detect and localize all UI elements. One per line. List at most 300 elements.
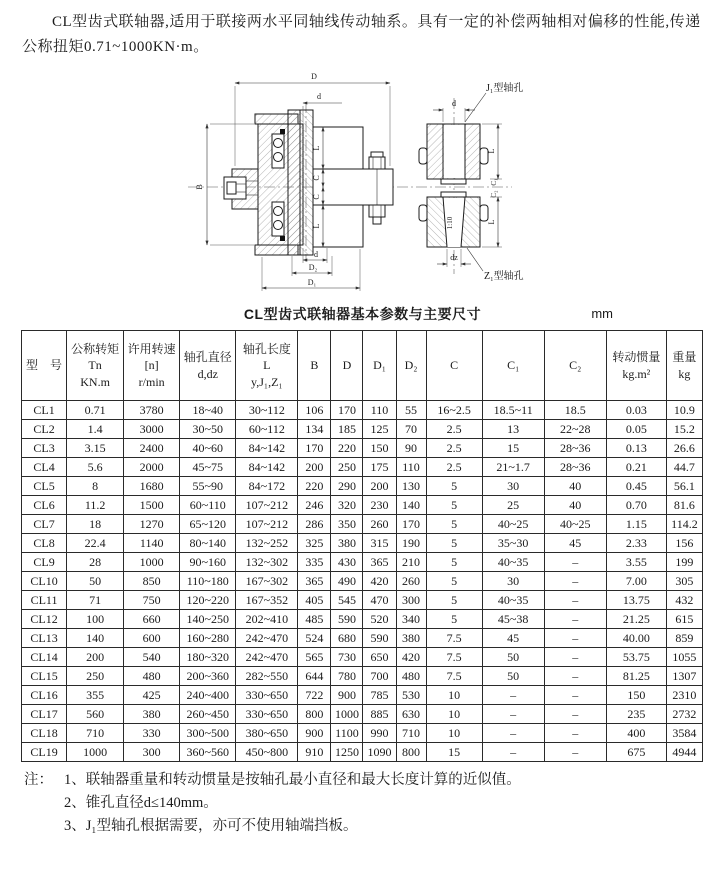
dim-B: B	[195, 184, 204, 190]
table-cell: 5	[426, 572, 482, 591]
table-cell: 246	[298, 496, 331, 515]
table-cell: 40~25	[482, 515, 544, 534]
table-cell: 545	[331, 591, 363, 610]
table-cell: 680	[331, 629, 363, 648]
table-cell: 15	[482, 439, 544, 458]
table-cell: CL14	[22, 648, 67, 667]
table-cell: 150	[363, 439, 396, 458]
table-cell: 260	[396, 572, 426, 591]
table-cell: 1250	[331, 743, 363, 762]
table-cell: 4944	[666, 743, 702, 762]
table-cell: 170	[331, 401, 363, 420]
table-cell: CL13	[22, 629, 67, 648]
table-cell: 15	[426, 743, 482, 762]
column-header: 公称转矩 Tn KN.m	[67, 331, 124, 401]
table-cell: 240~400	[180, 686, 236, 705]
table-cell: 320	[331, 496, 363, 515]
table-cell: 0.45	[606, 477, 666, 496]
table-cell: 2.5	[426, 420, 482, 439]
table-cell: 170	[396, 515, 426, 534]
table-cell: 18	[67, 515, 124, 534]
table-cell: 660	[124, 610, 180, 629]
table-cell: 140	[396, 496, 426, 515]
table-cell: 590	[363, 629, 396, 648]
note-item: 3、J₁型轴孔根据需要，亦可不使用轴端挡板。	[64, 818, 358, 834]
table-cell: 700	[363, 667, 396, 686]
table-cell: –	[544, 572, 606, 591]
table-cell: 35~30	[482, 534, 544, 553]
table-cell: 167~352	[236, 591, 298, 610]
table-cell: 330	[124, 724, 180, 743]
table-cell: CL15	[22, 667, 67, 686]
table-cell: 520	[363, 610, 396, 629]
table-cell: 40~35	[482, 553, 544, 572]
column-header: 型 号	[22, 331, 67, 401]
table-row	[22, 629, 703, 648]
table-cell: 1307	[666, 667, 702, 686]
table-cell: 220	[298, 477, 331, 496]
table-cell: 25	[482, 496, 544, 515]
table-cell: –	[544, 591, 606, 610]
table-row	[22, 610, 703, 629]
table-cell: CL19	[22, 743, 67, 762]
table-cell: 84~142	[236, 439, 298, 458]
table-cell: 107~212	[236, 515, 298, 534]
z1-bore-label: Z₁型轴孔	[484, 271, 524, 282]
table-cell: –	[544, 648, 606, 667]
table-cell: 45	[482, 629, 544, 648]
table-cell: 45	[544, 534, 606, 553]
table-row	[22, 439, 703, 458]
table-cell: 750	[124, 591, 180, 610]
table-cell: 260~450	[180, 705, 236, 724]
table-cell: CL18	[22, 724, 67, 743]
table-cell: 425	[124, 686, 180, 705]
table-cell: 800	[298, 705, 331, 724]
table-cell: 160~280	[180, 629, 236, 648]
table-cell: 3.15	[67, 439, 124, 458]
table-cell: 8	[67, 477, 124, 496]
column-header: 轴孔长度 L y,J₁,Z₁	[236, 331, 298, 401]
table-cell: 5	[426, 610, 482, 629]
table-cell: 18.5	[544, 401, 606, 420]
table-cell: 0.71	[67, 401, 124, 420]
table-cell: 260	[363, 515, 396, 534]
note-item: 1、联轴器重量和转动惯量是按轴孔最小直径和最大长度计算的近似值。	[64, 772, 521, 788]
table-cell: 7.5	[426, 648, 482, 667]
technical-drawing-figure	[0, 60, 725, 298]
dim-L-lower: L	[312, 223, 321, 229]
j1-bore-label: J₁型轴孔	[486, 83, 524, 94]
table-cell: CL5	[22, 477, 67, 496]
table-cell: 132~252	[236, 534, 298, 553]
table-cell: 16~2.5	[426, 401, 482, 420]
table-cell: 53.75	[606, 648, 666, 667]
bore-detail-views	[419, 81, 524, 282]
table-cell: CL7	[22, 515, 67, 534]
table-row	[22, 648, 703, 667]
table-cell: 590	[331, 610, 363, 629]
table-row	[22, 591, 703, 610]
table-cell: 71	[67, 591, 124, 610]
table-cell: 7.00	[606, 572, 666, 591]
table-row	[22, 401, 703, 420]
table-cell: 290	[331, 477, 363, 496]
table-cell: 30~112	[236, 401, 298, 420]
table-cell: 11.2	[67, 496, 124, 515]
table-cell: 365	[363, 553, 396, 572]
table-cell: 44.7	[666, 458, 702, 477]
column-header: C	[426, 331, 482, 401]
table-cell: 10.9	[666, 401, 702, 420]
table-cell: 30	[482, 477, 544, 496]
table-cell: 21~1.7	[482, 458, 544, 477]
table-cell: 2.5	[426, 439, 482, 458]
table-cell: 28~36	[544, 458, 606, 477]
table-cell: 355	[67, 686, 124, 705]
table-cell: 81.25	[606, 667, 666, 686]
dim-d-j1: d	[452, 99, 456, 108]
table-cell: 190	[396, 534, 426, 553]
table-cell: 2000	[124, 458, 180, 477]
table-cell: 50	[482, 667, 544, 686]
table-cell: 56.1	[666, 477, 702, 496]
table-cell: 10	[426, 686, 482, 705]
table-cell: CL16	[22, 686, 67, 705]
table-cell: 45~75	[180, 458, 236, 477]
table-cell: 900	[298, 724, 331, 743]
coupling-drawing	[0, 60, 725, 298]
table-cell: 70	[396, 420, 426, 439]
table-cell: 134	[298, 420, 331, 439]
table-cell: 22~28	[544, 420, 606, 439]
table-cell: 360~560	[180, 743, 236, 762]
table-cell: 1680	[124, 477, 180, 496]
table-cell: CL10	[22, 572, 67, 591]
table-cell: 850	[124, 572, 180, 591]
table-cell: 800	[396, 743, 426, 762]
dim-D: D	[311, 72, 317, 81]
notes-list	[64, 769, 707, 838]
table-cell: 50	[482, 648, 544, 667]
table-cell: 900	[331, 686, 363, 705]
table-cell: 114.2	[666, 515, 702, 534]
dim-D1: D₁	[307, 278, 317, 287]
table-cell: 132~302	[236, 553, 298, 572]
table-cell: 405	[298, 591, 331, 610]
table-cell: 140	[67, 629, 124, 648]
table-cell: 28	[67, 553, 124, 572]
table-cell: 380	[396, 629, 426, 648]
table-cell: 110	[396, 458, 426, 477]
table-cell: 5	[426, 591, 482, 610]
table-cell: 480	[396, 667, 426, 686]
table-cell: –	[482, 724, 544, 743]
parameters-table	[21, 330, 703, 762]
table-cell: 84~172	[236, 477, 298, 496]
dim-L-j1: L	[487, 148, 496, 154]
table-cell: 430	[331, 553, 363, 572]
table-row	[22, 458, 703, 477]
table-cell: 170	[298, 439, 331, 458]
intro-paragraph: CL型齿式联轴器,适用于联接两水平同轴线传动轴系。具有一定的补偿两轴相对偏移的性能,传递公称扭矩0.71~1000KN·m。	[22, 14, 701, 55]
table-cell: 7.5	[426, 667, 482, 686]
table-cell: 650	[363, 648, 396, 667]
column-header: D₁	[363, 331, 396, 401]
table-cell: 1270	[124, 515, 180, 534]
column-header: C₂	[544, 331, 606, 401]
table-cell: 400	[606, 724, 666, 743]
table-cell: 140~250	[180, 610, 236, 629]
dim-L-upper: L	[312, 145, 321, 151]
table-cell: 335	[298, 553, 331, 572]
table-cell: 0.05	[606, 420, 666, 439]
table-cell: 0.13	[606, 439, 666, 458]
table-cell: 785	[363, 686, 396, 705]
table-cell: 202~410	[236, 610, 298, 629]
table-row	[22, 534, 703, 553]
table-cell: CL17	[22, 705, 67, 724]
document-page	[0, 10, 725, 886]
table-cell: 630	[396, 705, 426, 724]
table-cell: 45~38	[482, 610, 544, 629]
table-row	[22, 496, 703, 515]
table-cell: 55~90	[180, 477, 236, 496]
table-cell: 60~110	[180, 496, 236, 515]
taper-ratio-label: 1:10	[446, 216, 454, 230]
table-cell: 644	[298, 667, 331, 686]
table-cell: 450~800	[236, 743, 298, 762]
table-cell: 485	[298, 610, 331, 629]
table-cell: 199	[666, 553, 702, 572]
table-cell: 84~142	[236, 458, 298, 477]
table-cell: 40	[544, 496, 606, 515]
table-cell: CL2	[22, 420, 67, 439]
table-cell: 3000	[124, 420, 180, 439]
table-cell: 1.15	[606, 515, 666, 534]
table-cell: 156	[666, 534, 702, 553]
table-cell: 15.2	[666, 420, 702, 439]
table-cell: 200	[298, 458, 331, 477]
table-cell: 60~112	[236, 420, 298, 439]
table-cell: 40~25	[544, 515, 606, 534]
table-cell: 300~500	[180, 724, 236, 743]
table-cell: 21.25	[606, 610, 666, 629]
table-cell: 1055	[666, 648, 702, 667]
dim-C2-gap: C₂	[490, 190, 498, 198]
table-cell: 420	[363, 572, 396, 591]
table-cell: 615	[666, 610, 702, 629]
table-cell: 1140	[124, 534, 180, 553]
dim-C-lower: C	[312, 194, 321, 200]
table-cell: 5	[426, 534, 482, 553]
table-cell: 0.03	[606, 401, 666, 420]
table-cell: 480	[124, 667, 180, 686]
table-title-row	[0, 304, 725, 324]
table-cell: CL1	[22, 401, 67, 420]
table-cell: 470	[363, 591, 396, 610]
table-cell: 40.00	[606, 629, 666, 648]
table-cell: 185	[331, 420, 363, 439]
table-cell: 210	[396, 553, 426, 572]
table-cell: 1000	[331, 705, 363, 724]
table-cell: 1500	[124, 496, 180, 515]
column-header: B	[298, 331, 331, 401]
table-cell: 330~650	[236, 686, 298, 705]
table-cell: 40~35	[482, 591, 544, 610]
table-cell: 235	[606, 705, 666, 724]
table-cell: 350	[331, 515, 363, 534]
table-cell: 18~40	[180, 401, 236, 420]
dim-dz: dz	[450, 253, 458, 262]
table-row	[22, 572, 703, 591]
table-cell: 167~302	[236, 572, 298, 591]
table-cell: 250	[67, 667, 124, 686]
dim-C-upper: C	[312, 175, 321, 181]
table-cell: 120~220	[180, 591, 236, 610]
table-cell: 80~140	[180, 534, 236, 553]
table-cell: 5	[426, 553, 482, 572]
table-cell: –	[544, 667, 606, 686]
table-cell: CL3	[22, 439, 67, 458]
table-cell: 675	[606, 743, 666, 762]
table-cell: 30	[482, 572, 544, 591]
table-cell: 0.21	[606, 458, 666, 477]
table-cell: 130	[396, 477, 426, 496]
table-cell: 3780	[124, 401, 180, 420]
table-row	[22, 686, 703, 705]
table-row	[22, 420, 703, 439]
table-cell: 200	[67, 648, 124, 667]
table-cell: 885	[363, 705, 396, 724]
table-cell: 242~470	[236, 648, 298, 667]
table-cell: –	[482, 705, 544, 724]
notes-prefix: 注：	[24, 772, 53, 788]
table-cell: 90	[396, 439, 426, 458]
table-cell: 780	[331, 667, 363, 686]
table-cell: 125	[363, 420, 396, 439]
table-cell: 540	[124, 648, 180, 667]
table-cell: 0.70	[606, 496, 666, 515]
table-cell: 365	[298, 572, 331, 591]
table-cell: 560	[67, 705, 124, 724]
table-cell: 380	[124, 705, 180, 724]
table-title: CL型齿式联轴器基本参数与主要尺寸	[243, 306, 482, 322]
dim-d-top: d	[317, 92, 321, 101]
table-cell: –	[544, 553, 606, 572]
table-cell: –	[482, 743, 544, 762]
table-cell: 524	[298, 629, 331, 648]
note-item: 2、锥孔直径d≤140mm。	[64, 795, 218, 811]
dim-d-bottom: d	[314, 250, 318, 259]
table-row	[22, 667, 703, 686]
table-cell: 305	[666, 572, 702, 591]
table-cell: 859	[666, 629, 702, 648]
table-cell: 26.6	[666, 439, 702, 458]
table-cell: 380~650	[236, 724, 298, 743]
table-cell: 100	[67, 610, 124, 629]
table-cell: CL11	[22, 591, 67, 610]
table-cell: 10	[426, 724, 482, 743]
table-row	[22, 724, 703, 743]
table-cell: 55	[396, 401, 426, 420]
table-cell: 13.75	[606, 591, 666, 610]
table-cell: 565	[298, 648, 331, 667]
table-cell: 600	[124, 629, 180, 648]
table-cell: 432	[666, 591, 702, 610]
table-cell: 2.33	[606, 534, 666, 553]
table-cell: CL9	[22, 553, 67, 572]
table-body	[22, 401, 703, 762]
table-cell: 286	[298, 515, 331, 534]
table-cell: 10	[426, 705, 482, 724]
table-cell: 300	[124, 743, 180, 762]
table-cell: 1.4	[67, 420, 124, 439]
table-cell: 2310	[666, 686, 702, 705]
column-header: 转动惯量 kg.m²	[606, 331, 666, 401]
table-cell: 730	[331, 648, 363, 667]
table-cell: CL4	[22, 458, 67, 477]
column-header: 轴孔直径 d,dz	[180, 331, 236, 401]
table-cell: 230	[363, 496, 396, 515]
table-cell: 40~60	[180, 439, 236, 458]
table-cell: 13	[482, 420, 544, 439]
table-cell: 28~36	[544, 439, 606, 458]
table-cell: 340	[396, 610, 426, 629]
table-cell: 300	[396, 591, 426, 610]
table-unit-label: mm	[591, 306, 613, 321]
column-header: D₂	[396, 331, 426, 401]
table-cell: –	[544, 724, 606, 743]
dim-L-z1: L	[487, 219, 496, 225]
table-row	[22, 743, 703, 762]
table-cell: 315	[363, 534, 396, 553]
table-cell: 242~470	[236, 629, 298, 648]
column-header: 许用转速 [n] r/min	[124, 331, 180, 401]
table-cell: 330~650	[236, 705, 298, 724]
table-cell: –	[482, 686, 544, 705]
table-cell: 910	[298, 743, 331, 762]
table-header-row	[22, 331, 703, 401]
table-cell: 380	[331, 534, 363, 553]
table-cell: 1100	[331, 724, 363, 743]
dim-D2: D₂	[308, 263, 318, 272]
table-cell: CL6	[22, 496, 67, 515]
table-cell: 710	[396, 724, 426, 743]
table-cell: 722	[298, 686, 331, 705]
table-cell: 90~160	[180, 553, 236, 572]
table-cell: 175	[363, 458, 396, 477]
table-cell: 282~550	[236, 667, 298, 686]
table-cell: 200~360	[180, 667, 236, 686]
column-header: 重量 kg	[666, 331, 702, 401]
table-cell: 710	[67, 724, 124, 743]
table-cell: 50	[67, 572, 124, 591]
table-row	[22, 477, 703, 496]
table-cell: 3.55	[606, 553, 666, 572]
table-cell: 250	[331, 458, 363, 477]
column-header: D	[331, 331, 363, 401]
table-cell: CL8	[22, 534, 67, 553]
table-cell: –	[544, 743, 606, 762]
column-header: C₁	[482, 331, 544, 401]
table-cell: 110	[363, 401, 396, 420]
table-cell: 18.5~11	[482, 401, 544, 420]
table-row	[22, 515, 703, 534]
table-cell: 110~180	[180, 572, 236, 591]
table-cell: –	[544, 686, 606, 705]
table-cell: –	[544, 610, 606, 629]
